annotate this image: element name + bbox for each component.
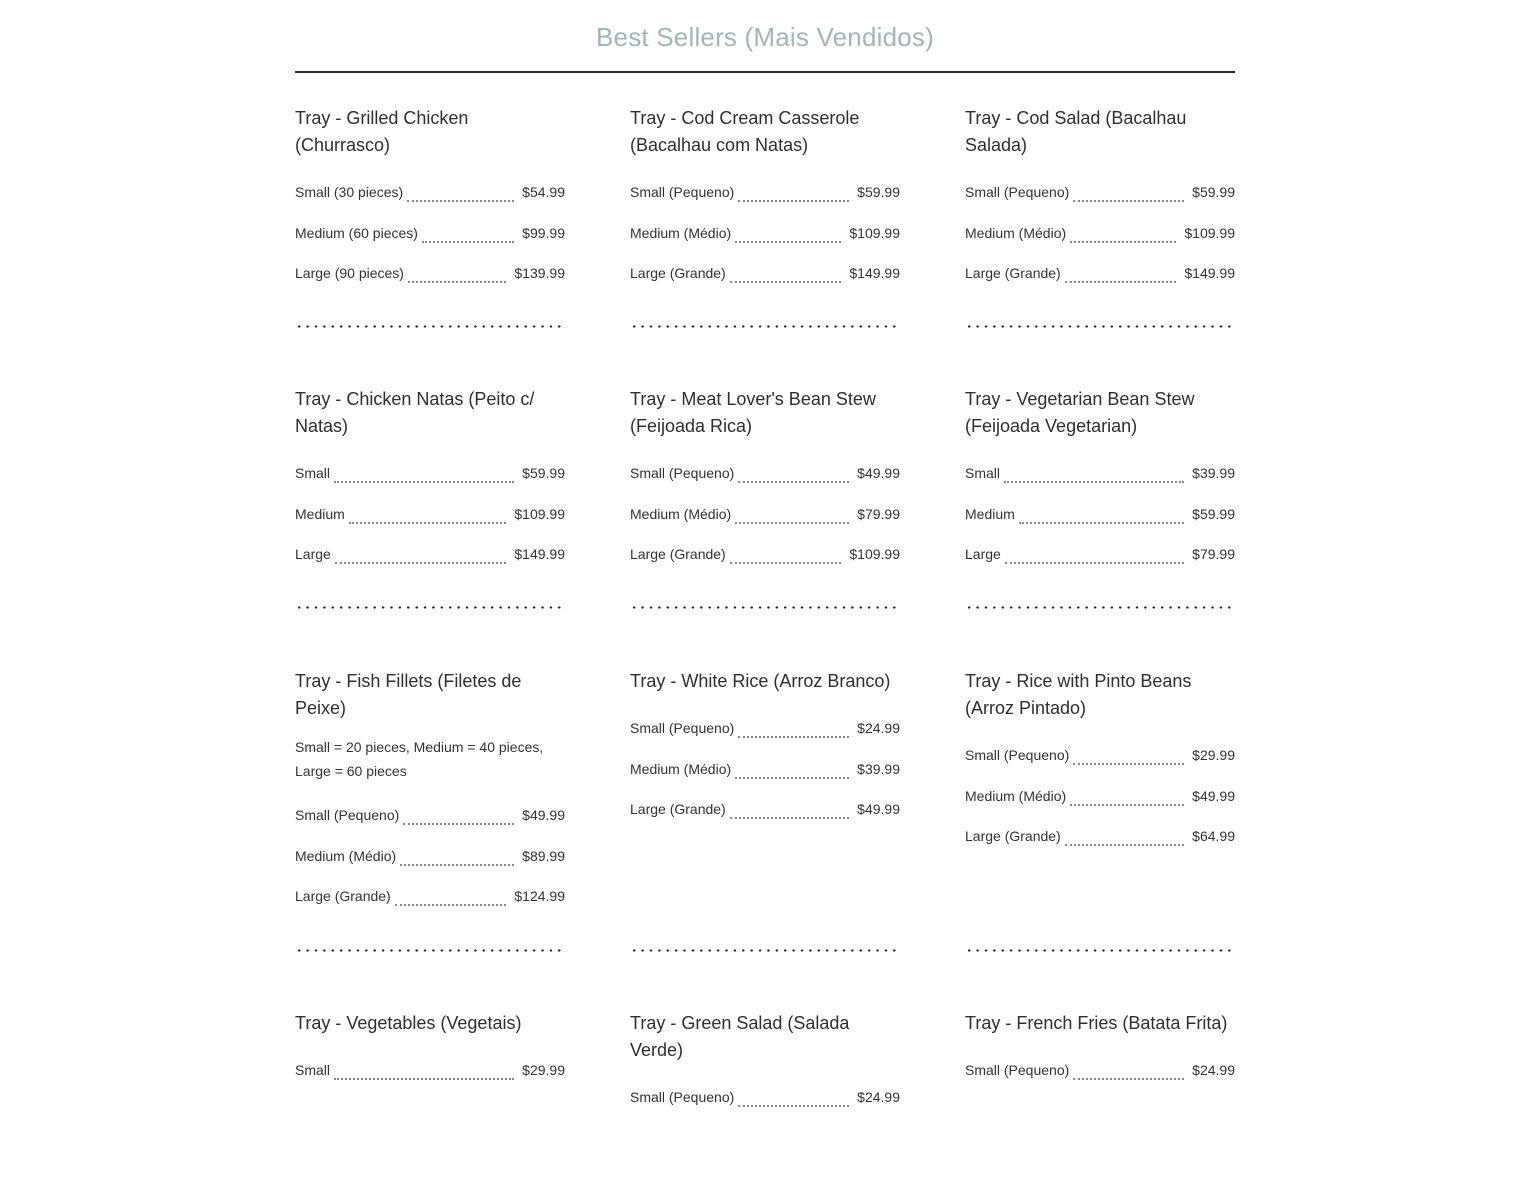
menu-item-fish-fillets [295, 668, 565, 929]
price-row-small [295, 184, 565, 201]
dotted-separator [630, 606, 900, 609]
menu-item-chicken-natas [295, 386, 565, 587]
dot-leader [1004, 481, 1184, 483]
menu-item-cod-salad [965, 105, 1235, 306]
price-value: $24.99 [857, 720, 900, 736]
item-title: Tray - White Rice (Arroz Branco) [630, 671, 891, 691]
dot-leader [730, 562, 842, 564]
dotted-separator [630, 949, 900, 952]
dot-leader [730, 817, 849, 819]
price-value: $39.99 [857, 760, 900, 777]
price-value: $49.99 [1192, 787, 1235, 804]
item-title: Tray - Cod Cream Casserole (Bacalhau com Natas) [630, 108, 860, 155]
size-label: Small (Pequeno) [630, 465, 735, 481]
price-value: $109.99 [1184, 224, 1235, 241]
size-label: Small (Pequeno) [965, 747, 1070, 763]
size-label: Large (Grande) [630, 546, 726, 562]
price-row-medium [630, 506, 900, 523]
size-label: Large (Grande) [630, 801, 726, 817]
item-title: Tray - Fish Fillets (Filetes de Peixe) [295, 671, 522, 718]
price-value: $59.99 [857, 184, 900, 200]
price-row-small [295, 807, 565, 824]
price-row-large [630, 265, 900, 282]
dot-leader [395, 904, 507, 906]
dot-leader [407, 200, 514, 202]
size-label: Medium (Médio) [630, 224, 732, 241]
dot-leader [738, 200, 849, 202]
size-label: Small [295, 1062, 331, 1078]
size-label: Medium [295, 505, 345, 522]
section-title: Best Sellers (Mais Vendidos) [596, 22, 934, 52]
price-value: $139.99 [514, 265, 565, 281]
price-row-small [630, 465, 900, 482]
price-value: $49.99 [857, 801, 900, 817]
price-value: $64.99 [1192, 828, 1235, 844]
dot-leader [738, 736, 849, 738]
price-value: $109.99 [849, 224, 900, 241]
size-label: Medium (Médio) [630, 505, 732, 522]
price-row-medium [965, 506, 1235, 523]
price-value: $59.99 [522, 465, 565, 481]
size-label: Medium (Médio) [295, 847, 397, 864]
price-value: $29.99 [522, 1062, 565, 1078]
size-label: Large (90 pieces) [295, 265, 404, 281]
price-row-small [295, 1062, 565, 1079]
size-label: Medium (60 pieces) [295, 224, 418, 241]
price-row-large [295, 265, 565, 282]
size-label: Medium (Médio) [965, 224, 1067, 241]
price-value: $109.99 [849, 546, 900, 562]
size-label: Small (Pequeno) [965, 1062, 1070, 1078]
size-label: Small [295, 465, 331, 481]
menu-item-meat-lovers-bean-stew [630, 386, 900, 587]
menu-item-vegetarian-bean-stew [965, 386, 1235, 587]
item-title: Tray - Cod Salad (Bacalhau Salada) [965, 108, 1187, 155]
dotted-separator [630, 325, 900, 328]
dot-leader [334, 481, 514, 483]
price-row-large [965, 828, 1235, 845]
dotted-separator [295, 949, 565, 952]
menu-item-grilled-chicken [295, 105, 565, 306]
price-value: $59.99 [1192, 184, 1235, 200]
price-row-large [965, 546, 1235, 563]
size-label: Large [295, 546, 331, 562]
item-title: Tray - Vegetables (Vegetais) [295, 1013, 522, 1033]
price-row-medium [295, 225, 565, 242]
item-title: Tray - French Fries (Batata Frita) [965, 1013, 1228, 1033]
size-label: Small (30 pieces) [295, 184, 404, 200]
dot-leader [400, 864, 514, 866]
item-description: Small = 20 pieces, Medium = 40 pieces, Large = 60 pieces [295, 739, 544, 779]
price-value: $99.99 [522, 224, 565, 241]
size-label: Large [965, 546, 1001, 562]
dot-leader [735, 777, 849, 779]
menu-item-rice-pinto-beans [965, 668, 1235, 869]
price-row-large [295, 888, 565, 905]
title-divider [295, 71, 1235, 73]
size-label: Small (Pequeno) [630, 720, 735, 736]
dot-leader [735, 522, 849, 524]
dot-leader [1070, 241, 1176, 243]
price-row-large [630, 546, 900, 563]
dot-leader [334, 1078, 514, 1080]
price-row-large [295, 546, 565, 563]
dotted-separator [965, 606, 1235, 609]
price-value: $54.99 [522, 184, 565, 200]
dot-leader [738, 1105, 849, 1107]
dotted-separator [965, 325, 1235, 328]
price-value: $29.99 [1192, 747, 1235, 763]
price-value: $149.99 [849, 265, 900, 281]
dot-leader [422, 241, 514, 243]
item-title: Tray - Grilled Chicken (Churrasco) [295, 108, 469, 155]
price-row-small [965, 747, 1235, 764]
dot-leader [1019, 522, 1184, 524]
size-label: Large (Grande) [295, 888, 391, 904]
price-value: $59.99 [1192, 505, 1235, 522]
price-value: $24.99 [857, 1089, 900, 1105]
dot-leader [335, 562, 507, 564]
size-label: Medium [965, 505, 1015, 522]
dot-leader [1070, 804, 1184, 806]
price-row-medium [965, 788, 1235, 805]
dot-leader [408, 281, 506, 283]
dot-leader [403, 823, 514, 825]
price-value: $149.99 [514, 546, 565, 562]
menu-item-vegetables [295, 1010, 565, 1103]
price-value: $79.99 [857, 505, 900, 522]
price-value: $124.99 [514, 888, 565, 904]
dot-leader [738, 481, 849, 483]
price-row-large [630, 801, 900, 818]
price-row-small [965, 184, 1235, 201]
item-title: Tray - Rice with Pinto Beans (Arroz Pintado) [965, 671, 1192, 718]
size-label: Large (Grande) [965, 828, 1061, 844]
size-label: Medium (Médio) [630, 760, 732, 777]
dot-leader [1073, 1078, 1184, 1080]
dotted-separator [295, 325, 565, 328]
dot-leader [1065, 844, 1184, 846]
price-row-small [295, 465, 565, 482]
price-row-small [630, 720, 900, 737]
dot-leader [1005, 562, 1184, 564]
size-label: Small (Pequeno) [965, 184, 1070, 200]
price-value: $89.99 [522, 847, 565, 864]
menu-item-green-salad [630, 1010, 900, 1130]
price-value: $109.99 [514, 505, 565, 522]
price-value: $49.99 [857, 465, 900, 481]
menu-item-white-rice [630, 668, 900, 842]
size-label: Medium (Médio) [965, 787, 1067, 804]
size-label: Large (Grande) [630, 265, 726, 281]
size-label: Large (Grande) [965, 265, 1061, 281]
price-row-medium [630, 761, 900, 778]
price-value: $39.99 [1192, 465, 1235, 481]
price-row-medium [965, 225, 1235, 242]
menu-item-cod-cream-casserole [630, 105, 900, 306]
price-row-medium [295, 506, 565, 523]
price-value: $24.99 [1192, 1062, 1235, 1078]
item-title: Tray - Meat Lover's Bean Stew (Feijoada Rica) [630, 389, 876, 436]
price-value: $79.99 [1192, 546, 1235, 562]
item-title: Tray - Chicken Natas (Peito c/ Natas) [295, 389, 535, 436]
size-label: Small (Pequeno) [630, 1089, 735, 1105]
price-row-small [965, 465, 1235, 482]
dot-leader [349, 522, 507, 524]
price-row-small [965, 1062, 1235, 1079]
item-title: Tray - Green Salad (Salada Verde) [630, 1013, 850, 1060]
dot-leader [1073, 763, 1184, 765]
size-label: Small [965, 465, 1001, 481]
menu-item-french-fries [965, 1010, 1235, 1103]
size-label: Small (Pequeno) [630, 184, 735, 200]
dot-leader [1073, 200, 1184, 202]
price-row-small [630, 184, 900, 201]
size-label: Small (Pequeno) [295, 807, 400, 823]
dotted-separator [295, 606, 565, 609]
price-row-medium [630, 225, 900, 242]
dot-leader [1065, 281, 1177, 283]
dotted-separator [965, 949, 1235, 952]
price-row-large [965, 265, 1235, 282]
dot-leader [735, 241, 841, 243]
item-title: Tray - Vegetarian Bean Stew (Feijoada Vegetarian) [965, 389, 1195, 436]
price-row-medium [295, 848, 565, 865]
price-value: $149.99 [1184, 265, 1235, 281]
price-value: $49.99 [522, 807, 565, 823]
price-row-small [630, 1089, 900, 1106]
dot-leader [730, 281, 842, 283]
